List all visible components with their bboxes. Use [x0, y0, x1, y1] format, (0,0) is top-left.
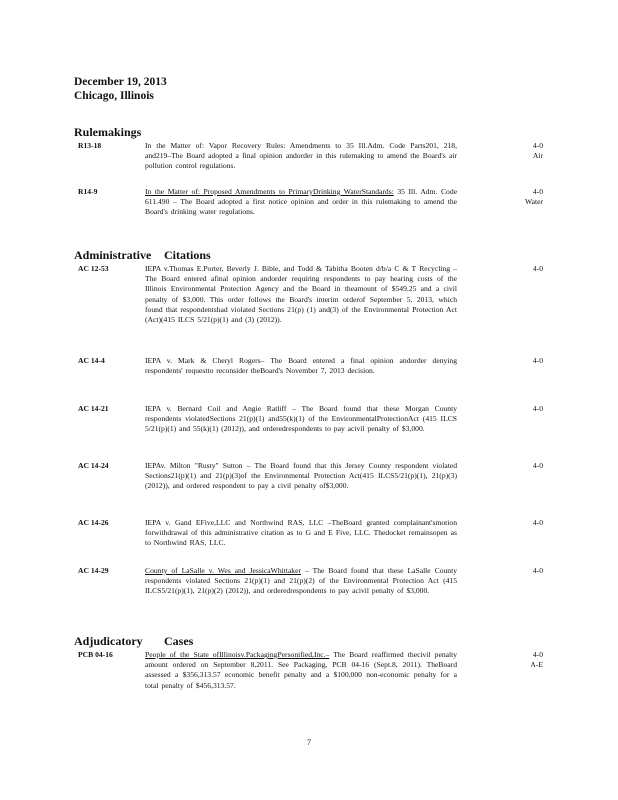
- case-type: A-E: [530, 660, 543, 670]
- vote-count: 4-0: [532, 650, 543, 659]
- vote-column: [493, 461, 543, 471]
- case-type: Water: [525, 197, 543, 207]
- case-description: [145, 356, 457, 376]
- vote-count: 4-0: [532, 461, 543, 470]
- case-number: AC 14-29: [78, 566, 109, 575]
- section-heading-administrative: [74, 248, 211, 262]
- case-description: [145, 264, 457, 325]
- vote-column: [493, 264, 543, 274]
- vote-column: [493, 566, 543, 576]
- vote-count: 4-0: [532, 264, 543, 273]
- case-type: Air: [532, 151, 543, 161]
- case-text: 35 Ill. Adm. Code 611.490 – The Board adopted a first notice opinion and order in this rulemaking to amend the Board's drinking water regulations.: [145, 187, 457, 217]
- vote-count: 4-0: [532, 187, 543, 196]
- vote-column: [493, 141, 543, 161]
- vote-count: 4-0: [532, 566, 543, 575]
- vote-column: [493, 518, 543, 528]
- vote-count: 4-0: [532, 404, 543, 413]
- vote-column: [493, 356, 543, 366]
- case-text: IEPA v.Thomas E.Porter, Beverly J. Bible, and Todd & Tabitha Booten d/b/a C & T Recycling – The Board entered afinal opinion andorder requiring respondents to pay hearing costs of the Illinois Environmental Protection Agency and the Board in theamount of $549.25 and a civil penalty of $3,000. This order follows the Board's interim orderof September 5, 2013, which found that respondentshad violated Sections 21(p) (1) and(3) of the Environmental Protection Act (Act)(415 ILCS 5/21(p)(1) and (3) (2012)).: [145, 264, 457, 325]
- section-subtitle: Citations: [164, 248, 211, 262]
- case-text: IEPA v. Mark & Cheryl Rogers– The Board entered a final opinion andorder denying respondents' requestto reconsider theBoard's November 7, 2013 decision.: [145, 356, 457, 376]
- case-number: R14-9: [78, 187, 98, 196]
- case-number: AC 12-53: [78, 264, 109, 273]
- case-description: [145, 650, 457, 691]
- meeting-location: Chicago, Illinois: [74, 90, 154, 102]
- case-number: AC 14-24: [78, 461, 109, 470]
- case-description: [145, 518, 457, 549]
- section-title: Administrative: [74, 248, 152, 262]
- page-number: 7: [307, 738, 311, 747]
- case-text: In the Matter of: Vapor Recovery Rules: Amendments to 35 Ill.Adm. Code Parts201, 218, and219–The Board adopted a final opinion andorder in this rulemaking to amend the Board's air pollution control regulations.: [145, 141, 457, 171]
- case-description: [145, 566, 457, 597]
- meeting-date: December 19, 2013: [74, 76, 167, 88]
- vote-count: 4-0: [532, 356, 543, 365]
- vote-count: 4-0: [532, 518, 543, 527]
- case-number: AC 14-21: [78, 404, 109, 413]
- case-text: IEPA v. Bernard Coil and Angie Ratliff – The Board found that these Morgan County respondents violatedSections 21(p)(1) and55(k)(1) of the EnvironmentalProtectionAct (415 ILCS 5/21(p)(1) and 55(k)(1) (2012)), and orderedrespondents to pay acivil penalty of $3,000.: [145, 404, 457, 434]
- case-text: IEPAv. Milton "Rusty" Sutton – The Board found that this Jersey County respondent violated Sections21(p)(1) and 21(p)(3)of the Environmental Protection Act(415 ILCS5/21(p)(1), 21(p)(3) (2012)), and ordered respondent to pay a civil penalty of$3,000.: [145, 461, 457, 491]
- vote-column: [493, 404, 543, 414]
- vote-count: 4-0: [532, 141, 543, 150]
- case-description: [145, 404, 457, 435]
- vote-column: [493, 187, 543, 207]
- case-number: R13-18: [78, 141, 102, 150]
- case-text: – The Board found that these LaSalle County respondents violated Sections 21(p)(1) and 21(p)(2) of the Environmental Protection Act (415 ILCS5/21(p)(1), 21(p)(2) (2012)), and orderedrespondents to pay acivil penalty of $3,000.: [145, 566, 457, 596]
- case-caption: In the Matter of: Proposed Amendments to PrimaryDrinking WaterStandards:: [145, 187, 394, 196]
- section-subtitle: Cases: [164, 634, 194, 648]
- section-heading-rulemakings: [74, 125, 141, 139]
- section-heading-adjudicatory: [74, 634, 194, 648]
- section-title: Adjudicatory: [74, 634, 143, 648]
- case-number: PCB 04-16: [78, 650, 113, 659]
- section-title: Rulemakings: [74, 125, 142, 139]
- case-text: IEPA v. Gand EFive,LLC and Northwind RAS, LLC –TheBoard granted complainant'smotion forwithdrawal of this administrative citation as to G and E Five, LLC. Thedocket remainsopen as to Northwind RAS, LLC.: [145, 518, 457, 548]
- case-description: [145, 461, 457, 492]
- case-number: AC 14-4: [78, 356, 105, 365]
- case-caption: People of the State ofIllinoisv.PackagingPersonified,Inc.–: [145, 650, 330, 659]
- case-description: [145, 187, 457, 218]
- case-caption: County of LaSalle v. Wes and JessicaWhittaker: [145, 566, 302, 575]
- case-description: [145, 141, 457, 172]
- vote-column: [493, 650, 543, 670]
- case-number: AC 14-26: [78, 518, 109, 527]
- case-text: The Board reaffirmed thecivil penalty amount ordered on September 8,2011. See Packaging, PCB 04-16 (Sept.8, 2011). TheBoard assessed a $356,313.57 economic benefit penalty and a $100,000 non-economic penalty for a total penalty of $456,313.57.: [145, 650, 458, 690]
